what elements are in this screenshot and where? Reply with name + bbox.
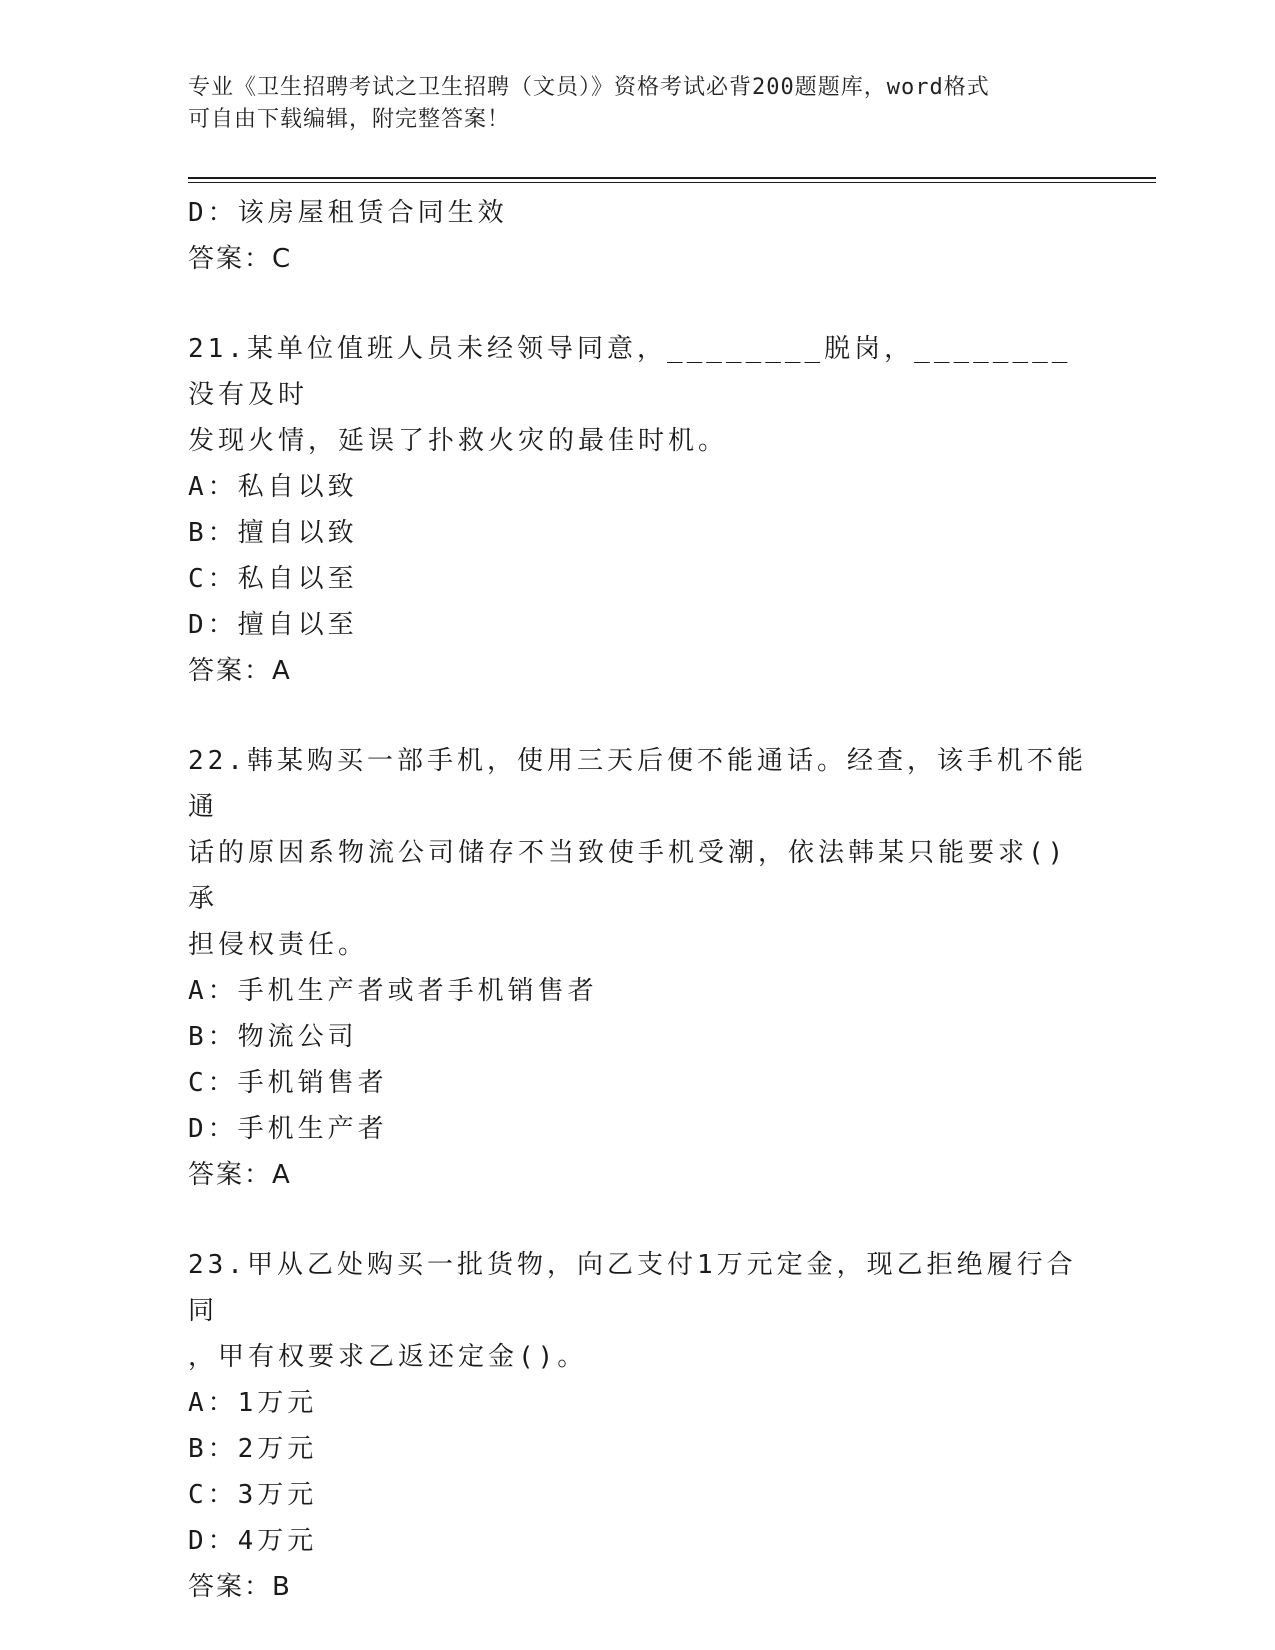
question-text-line: 23.甲从乙处购买一批货物，向乙支付1万元定金，现乙拒绝履行合同 [188,1250,1077,1326]
option-c: C：3万元 [188,1480,318,1510]
answer-line: 答案：A [188,656,292,686]
option-b: B：擅自以致 [188,518,358,548]
question-text-line: 22.韩某购买一部手机，使用三天后便不能通话。经查，该手机不能通 [188,746,1087,822]
header-title-line-1: 专业《卫生招聘考试之卫生招聘（文员）》资格考试必背200题题库，word格式 [188,75,990,100]
spacer [188,694,1088,738]
question-text-line: ，甲有权要求乙返还定金()。 [188,1342,588,1372]
question-text-line: 发现火情，延误了扑救火灾的最佳时机。 [188,426,729,456]
spacer [188,1198,1088,1242]
option-d: D：擅自以至 [188,610,358,640]
document-header [188,72,1068,136]
question-text-line: 21.某单位值班人员未经领导同意，________脱岗，________没有及时 [188,334,1072,410]
question-22 [188,738,1088,1198]
question-text-line: 担侵权责任。 [188,930,369,960]
option-c: C：手机销售者 [188,1068,388,1098]
question-23 [188,1242,1088,1610]
option-a: A：手机生产者或者手机销售者 [188,976,598,1006]
option-b: B：物流公司 [188,1022,358,1052]
header-divider-thick [188,177,1156,179]
option-a: A：私自以致 [188,472,358,502]
option-d: D：该房屋租赁合同生效 [188,198,508,228]
answer-line: 答案：C [188,244,293,274]
answer-line: 答案：B [188,1572,292,1602]
option-c: C：私自以至 [188,564,358,594]
header-title-line-2: 可自由下载编辑，附完整答案！ [188,107,511,132]
previous-question-tail [188,190,1088,282]
option-b: B：2万元 [188,1434,318,1464]
option-d: D：4万元 [188,1526,318,1556]
option-a: A：1万元 [188,1388,318,1418]
question-list [188,190,1088,1610]
header-divider-thin [188,182,1156,183]
question-21 [188,326,1088,694]
spacer [188,282,1088,326]
answer-line: 答案：A [188,1160,292,1190]
option-d: D：手机生产者 [188,1114,388,1144]
question-text-line: 话的原因系物流公司储存不当致使手机受潮，依法韩某只能要求()承 [188,838,1068,914]
